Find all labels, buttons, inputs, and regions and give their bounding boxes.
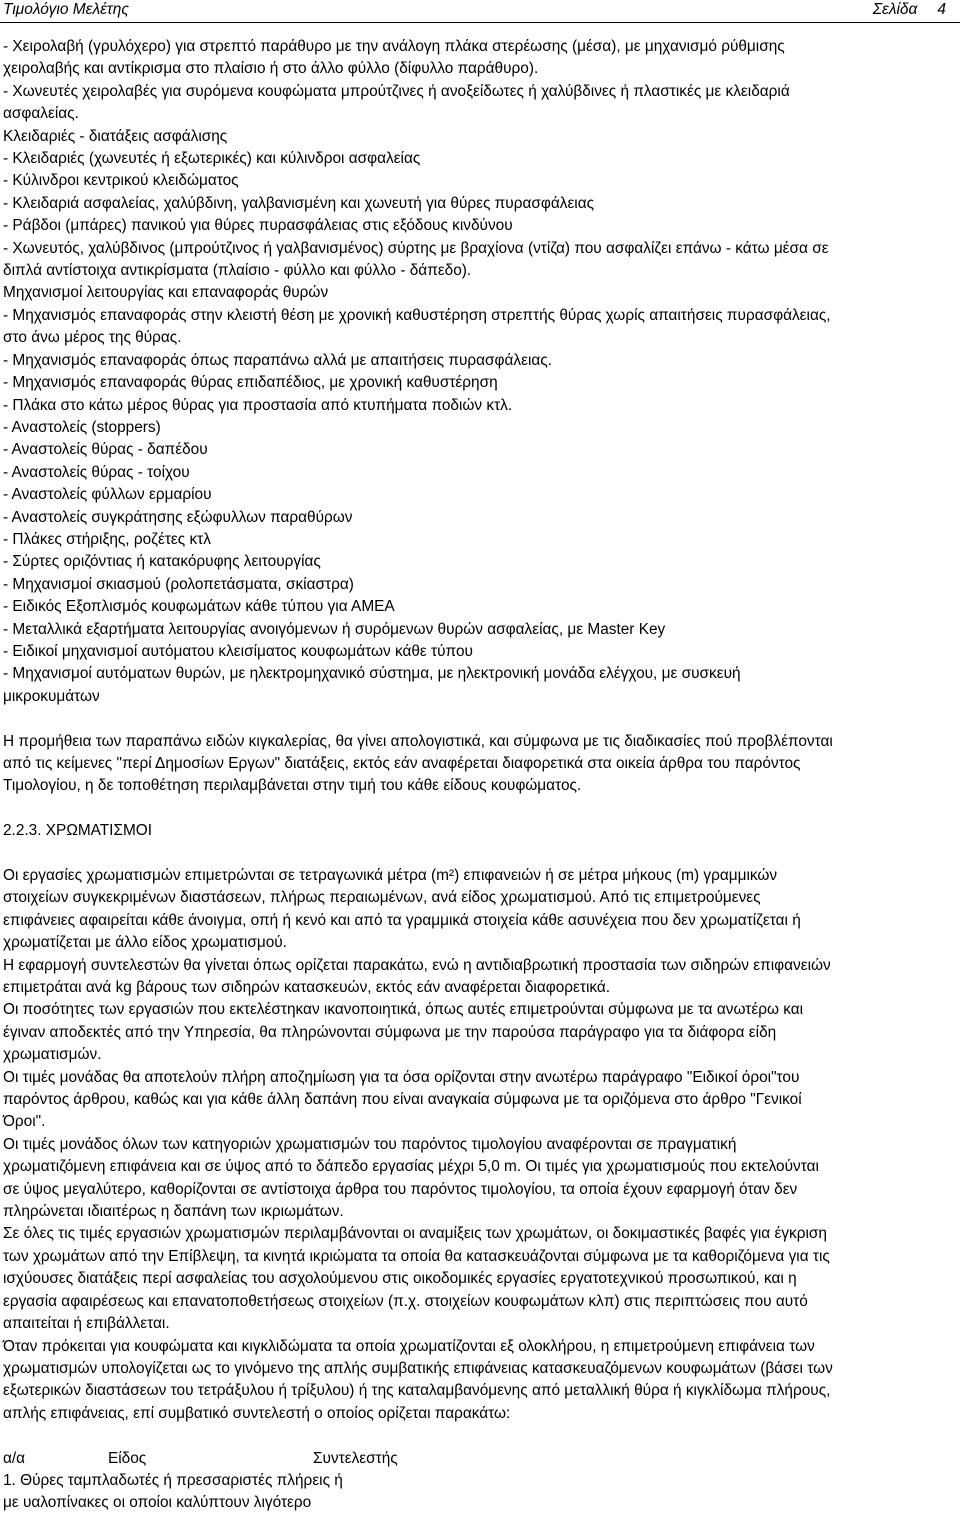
text-line: απαιτείται ή επιβάλλεται. bbox=[3, 1315, 170, 1333]
paragraph-gap bbox=[3, 1425, 955, 1447]
text-line: χρωματισμών. bbox=[3, 1046, 102, 1064]
text-line: Τιμολογίου, η δε τοποθέτηση περιλαμβάνεται στην τιμή του κάθε είδους κουφώματος. bbox=[3, 777, 582, 795]
text-line: Μηχανισμοί λειτουργίας και επαναφοράς θυρών bbox=[3, 284, 329, 302]
text-line: - Αναστολείς συγκράτησης εξώφυλλων παραθύρων bbox=[3, 508, 353, 526]
text-line: Σε όλες τις τιμές εργασιών χρωματισμών περιλαμβάνονται οι αναμίξεις των χρωμάτων, οι δοκιμαστικές βαφές για έγκριση bbox=[3, 1225, 827, 1243]
text-line: - Μηχανισμός επαναφοράς στην κλειστή θέση με χρονική καθυστέρηση στρεπτής θύρας χωρίς απαιτήσεις πυρασφάλειας, bbox=[3, 306, 831, 324]
text-line: - Κλειδαριά ασφαλείας, χαλύβδινη, γαλβανισμένη και χωνευτή για θύρες πυρασφάλειας bbox=[3, 194, 595, 212]
text-line: χρωματίζεται με άλλο είδος χρωματισμού. bbox=[3, 934, 287, 952]
text-line: - Κύλινδροι κεντρικού κλειδώματος bbox=[3, 172, 239, 190]
text-line: στο άνω μέρος της θύρας. bbox=[3, 329, 182, 347]
text-line: - Ειδικός Εξοπλισμός κουφωμάτων κάθε τύπου για ΑΜΕΑ bbox=[3, 598, 395, 616]
text-line: χρωματιζόμενη επιφάνεια και σε ύψος από το δάπεδο εργασίας μέχρι 5,0 m. Οι τιμές για χρωματισμούς που εκτελούνται bbox=[3, 1158, 819, 1176]
text-line: - Πλάκα στο κάτω μέρος θύρας για προστασία από κτυπήματα ποδιών κτλ. bbox=[3, 396, 513, 414]
coefficient-table bbox=[3, 1448, 955, 1515]
text-line: σε ύψος μεγαλύτερο, καθορίζονται σε αντίστοιχα άρθρα του παρόντος τιμολογίου, τα οποία έχουν εφαρμογή όταν δεν bbox=[3, 1180, 798, 1198]
painting-section-body bbox=[3, 865, 955, 1425]
text-line: - Αναστολείς θύρας - δαπέδου bbox=[3, 441, 208, 459]
text-line: επιμετράται ανά kg βάρους των σιδηρών κατασκευών, εκτός εάν αναφέρεται διαφορετικά. bbox=[3, 979, 611, 997]
text-line: Όταν πρόκειται για κουφώματα και κιγκλιδώματα τα οποία χρωματίζονται εξ ολοκλήρου, η επιμετρούμενη επιφάνεια των bbox=[3, 1337, 815, 1355]
text-line: - Μεταλλικά εξαρτήματα λειτουργίας ανοιγόμενων ή συρόμενων θυρών ασφαλείας, με Master Key bbox=[3, 620, 666, 638]
text-line: επιφάνειες αφαιρείται κάθε άνοιγμα, οπή ή κενό και από τα γραμμικά στοιχεία κάθε ασυνέχεια που δεν χρωματίζεται ή bbox=[3, 911, 801, 929]
text-line: - Κλειδαριές (χωνευτές ή εξωτερικές) και κύλινδροι ασφαλείας bbox=[3, 150, 421, 168]
text-line: μικροκυμάτων bbox=[3, 687, 100, 705]
column-header-coefficient: Συντελεστής bbox=[313, 1449, 398, 1467]
text-line: χειρολαβής και αντίκρισμα στο πλαίσιο ή στο άλλο φύλλο (δίφυλλο παράθυρο). bbox=[3, 60, 539, 78]
paragraph-gap bbox=[3, 843, 955, 865]
table-row: 1. Θύρες ταμπλαδωτές ή πρεσσαριστές πλήρεις ή bbox=[3, 1471, 343, 1489]
text-line: - Αναστολείς φύλλων ερμαρίου bbox=[3, 486, 212, 504]
text-line: των χρωμάτων από την Επίβλεψη, τα κινητά ικριώματα τα οποία θα κατασκευάζονται σύμφωνα με τα καθοριζόμενα για τις bbox=[3, 1247, 830, 1265]
text-line: - Μηχανισμοί αυτόματων θυρών, με ηλεκτρομηχανικό σύστημα, με ηλεκτρονική μονάδα ελέγχου, με συσκευή bbox=[3, 665, 741, 683]
text-line: - Χειρολαβή (γρυλόχερο) για στρεπτό παράθυρο με την ανάλογη πλάκα στερέωσης (μέσα), με μηχανισμό ρύθμισης bbox=[3, 38, 785, 55]
table-header-row bbox=[3, 1448, 955, 1470]
text-line: - Πλάκες στήριξης, ροζέτες κτλ bbox=[3, 530, 211, 548]
text-line: - Μηχανισμοί σκιασμού (ρολοπετάσματα, σκίαστρα) bbox=[3, 575, 354, 593]
text-line: - Μηχανισμός επαναφοράς όπως παραπάνω αλλά με απαιτήσεις πυρασφάλειας. bbox=[3, 351, 552, 369]
text-line: Όροι". bbox=[3, 1113, 46, 1131]
text-line: έγιναν αποδεκτές από την Υπηρεσία, θα πληρώνονται σύμφωνα με την παρούσα παράγραφο για τα διάφορα είδη bbox=[3, 1023, 777, 1041]
document-body bbox=[3, 36, 955, 1515]
text-line: διπλά αντίστοιχα αντικρίσματα (πλαίσιο - φύλλο και φύλλο - δάπεδο). bbox=[3, 262, 472, 280]
text-line: Οι ποσότητες των εργασιών που εκτελέστηκαν ικανοποιητικά, όπως αυτές επιμετρούνται σύμφωνα με τα ανωτέρω και bbox=[3, 1001, 804, 1019]
text-line: εργασία αφαιρέσεως και επανατοποθετήσεως στοιχείων (π.χ. στοιχείων κουφωμάτων κλπ) στις περιπτώσεις που αυτό bbox=[3, 1292, 808, 1310]
text-line: Η προμήθεια των παραπάνω ειδών κιγκαλερίας, θα γίνει απολογιστικά, και σύμφωνα με τις διαδικασίες πού προβλέπονται bbox=[3, 732, 833, 750]
text-line: - Σύρτες οριζόντιας ή κατακόρυφης λειτουργίας bbox=[3, 553, 321, 571]
text-line: - Ράβδοι (μπάρες) πανικού για θύρες πυρασφάλειας στις εξόδους κινδύνου bbox=[3, 217, 513, 235]
text-line: πληρώνεται ιδιαιτέρως η δαπάνη των ικριωμάτων. bbox=[3, 1203, 344, 1221]
text-line: από τις κείμενες "περί Δημοσίων Εργων" διατάξεις, εκτός εάν αναφέρεται διαφορετικά στα οικεία άρθρα του παρόντος bbox=[3, 754, 801, 772]
procurement-paragraph bbox=[3, 731, 955, 798]
hardware-list bbox=[3, 36, 955, 708]
text-line: Οι τιμές μονάδας θα αποτελούν πλήρη αποζημίωση για τα όσα ορίζονται στην ανωτέρω παράγραφο "Ειδικοί όροι"του bbox=[3, 1068, 800, 1086]
text-line: παρόντος άρθρου, καθώς και για κάθε άλλη δαπάνη που είναι αναγκαία σύμφωνα με τα οριζόμενα στο άρθρο "Γενικοί bbox=[3, 1091, 802, 1109]
page-label: Σελίδα bbox=[872, 1, 918, 18]
text-line: - Μηχανισμός επαναφοράς θύρας επιδαπέδιος, με χρονική καθυστέρηση bbox=[3, 374, 498, 392]
column-header-aa: α/α bbox=[3, 1449, 26, 1467]
text-line: ισχύουσες διατάξεις περί ασφαλείας του ασχολούμενου στις οικοδομικές εργασίες εργατοτεχνικού προσωπικού, και η bbox=[3, 1270, 797, 1288]
section-heading: 2.2.3. ΧΡΩΜΑΤΙΣΜΟΙ bbox=[3, 822, 153, 840]
text-line: - Χωνευτός, χαλύβδινος (μπρούτζινος ή γαλβανισμένος) σύρτης με βραχίονα (ντίζα) που ασφαλίζει επάνω - κάτω μέσα σε bbox=[3, 239, 829, 257]
paragraph-gap bbox=[3, 708, 955, 730]
text-line: - Χωνευτές χειρολαβές για συρόμενα κουφώματα μπρούτζινες ή ανοξείδωτες ή χαλύβδινες ή πλαστικές με κλειδαριά bbox=[3, 82, 790, 100]
text-line: Οι τιμές μονάδος όλων των κατηγοριών χρωματισμών του παρόντος τιμολογίου αναφέρονται σε πραγματική bbox=[3, 1135, 737, 1153]
page-header bbox=[0, 0, 960, 23]
text-line: Κλειδαριές - διατάξεις ασφάλισης bbox=[3, 127, 228, 145]
paragraph-gap bbox=[3, 798, 955, 820]
page-number-label bbox=[873, 0, 946, 20]
text-line: απλής επιφάνειας, επί συμβατικό συντελεστή ο οποίος ορίζεται παρακάτω: bbox=[3, 1404, 511, 1422]
text-line: ασφαλείας. bbox=[3, 105, 79, 123]
page-number: 4 bbox=[937, 1, 946, 18]
text-line: - Ειδικοί μηχανισμοί αυτόματου κλεισίματος κουφωμάτων κάθε τύπου bbox=[3, 642, 473, 660]
text-line: εξωτερικών διαστάσεων του τετράξυλου ή τρίξυλου) ή της καταλαμβανόμενης από μεταλλική θύρα ή κιγκλίδωμα πλήρους, bbox=[3, 1382, 831, 1400]
text-line: στοιχείων συγκεκριμένων διαστάσεων, πλήρως περαιωμένων, ανά είδος χρωματισμού. Από τις επιμετρούμενες bbox=[3, 889, 761, 907]
text-line: Οι εργασίες χρωματισμών επιμετρώνται σε τετραγωνικά μέτρα (m²) επιφανειών ή σε μέτρα μήκους (m) γραμμικών bbox=[3, 866, 778, 884]
text-line: - Αναστολείς (stoppers) bbox=[3, 418, 161, 436]
text-line: - Αναστολείς θύρας - τοίχου bbox=[3, 463, 190, 481]
table-row: με υαλοπίνακες οι οποίοι καλύπτουν λιγότερο bbox=[3, 1494, 312, 1512]
text-line: χρωματισμών υπολογίζεται ως το γινόμενο της απλής συμβατικής επιφάνειας κατασκευαζόμενων κουφωμάτων (βάσει των bbox=[3, 1359, 833, 1377]
text-line: Η εφαρμογή συντελεστών θα γίνεται όπως ορίζεται παρακάτω, ενώ η αντιδιαβρωτική προστασία των σιδηρών επιφανειών bbox=[3, 956, 831, 974]
document-title: Τιμολόγιο Μελέτης bbox=[3, 1, 129, 18]
column-header-kind: Είδος bbox=[108, 1449, 147, 1467]
